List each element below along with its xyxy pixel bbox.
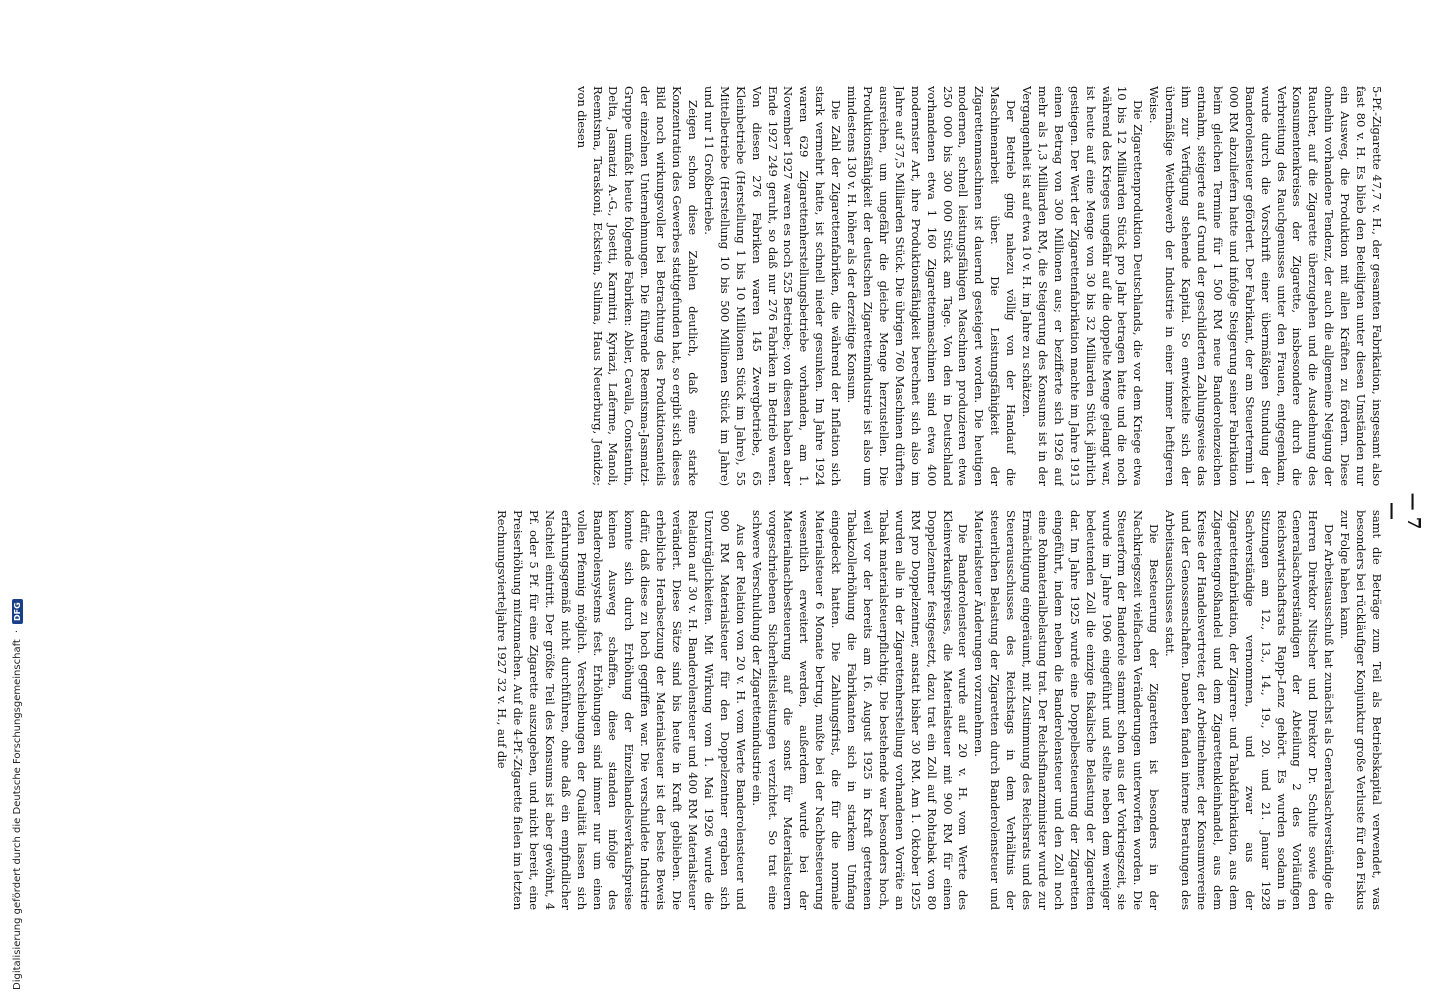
paragraph: Die Banderolensteuer wurde auf 20 v. H. vom Werte des Kleinverkaufspreises, die Materialsteuer mit 900 RM für einen Doppelzentner festgesetzt, dazu trat ein Zoll auf Rohtabak von 80 RM pro Doppelzentner, anstatt bisher 30 RM. Am 1. Oktober 1925 wurden alle in der Zigarettenherstellung vorhandenen Vorräte an Tabak materialsteuerpflichtig. Die bestehende war besonders hoch, weil vor der bereits am 16. August 1925 in Kraft getretenen Tabakzollerhöhung die Fabrikanten sich in starkem Umfang eingedeckt hatten. Die Zahlungsfrist, die für die normale Materialsteuer 6 Monate betrug, mußte bei der Nachbesteuerung wesentlich erweitert werden, außerdem wurde bei der Materialnachbesteuerung auf die sonst für Materialsteuern vorgeschriebenen Sicherheitsleistungen verzichtet. So trat eine schwere Verschuldung der Zigarettenindustrie ein. [749, 510, 971, 910]
paragraph: Zeigen schon diese Zahlen deutlich, daß eine starke Konzentration des Gewerbes stattgefunden hat, so ergibt sich dieses Bild noch wirkungsvoller bei Betrachtung des Produktionsanteils der einzelnen Unternehmungen. Die führende Reemtsma-Jasmatzi-Gruppe umfaßt heute folgende Fabriken: Abler, Cavalla, Constantin, Delta, Jasmatzi A.-G., Josetti, Karmitri, Kyriazi, Laferme, Manoli, Reemtsma, Taraskoni, Eckstein, Sulima, Haus Neuerburg, Jenidze; von diesen [574, 86, 701, 486]
paragraph: Aus der Relation von 20 v. H. vom Werte Banderolensteuer und 900 RM Materialsteuer für den Doppelzentner ergaben sich Unzuträglichkeiten. Mit Wirkung vom 1. Mai 1926 wurde die Relation auf 30 v. H. Banderolensteuer und 400 RM Materialsteuer verändert. Diese Sätze sind bis heute in Kraft geblieben. Die erhebliche Herabsetzung der Materialsteuer ist der beste Beweis dafür, daß diese zu hoch gegriffen war. Die verschuldete Industrie konnte sich durch Erhöhung der Einzelhandelsverkaufspreise keinen Ausweg schaffen, diese standen infolge des Banderolensystems fest. Erhöhungen sind immer nur um einen vollen Pfennig möglich. Verschiebungen der Qualität lassen sich erfahrungsgemäß nicht durchführen, ohne daß ein empfindlicher Nachteil eintritt. Der größte Teil des Konsums ist aber gewöhnt, 4 Pf. oder 5 Pf. für eine Zigarette auszugeben, und nicht bereit, eine Preiserhöhung mitzumachen. Auf die 4-Pf.-Zigarette fielen im letzten Rechnungsvierteljahre 1927 32 v. H., auf die [495, 510, 748, 910]
text-column-second [159, 510, 1384, 910]
paragraph: Der Betrieb ging nahezu völlig von der Handauf die Maschinenarbeit über. Die Leistungsfähigkeit der Zigarettenmaschinen ist dauernd gesteigert worden. Die heutigen modernen, schnell leistungsfähigen Maschinen produzieren etwa 250 000 bis 300 000 Stück am Tage. Von den in Deutschland vorhandenen etwa 1 160 Zigarettenmaschinen sind etwa 400 modernster Art, ihre Produktionsfähigkeit berechnet sich also im Jahre auf 37,5 Milliarden Stück. Die übrigen 760 Maschinen dürften ausreichen, um ungefähr die gleiche Menge herzustellen. Die Produktionsfähigkeit der deutschen Zigarettenindustrie ist also um mindestens 130 v. H. höher als der derzeitige Konsum. [845, 86, 1019, 486]
paragraph: Der Arbeitsausschuß hat zunächst als Generalsachverständige die Herren Direktor Nitscher und Direktor Dr. Schulte sowie den Generalsachverständigen der Abteilung 2 des Vorläufigen Reichswirtschaftsrats Rapp-Lenz gehört. Es wurden sodann in Sitzungen am 12., 13., 14., 19., 20. und 21. Januar 1928 Sachverständige vernommen, und zwar aus der Zigarettenfabrikation, der Zigarren- und Tabakfabrikation, aus dem Zigarettengroßhandel und dem Zigarettenkleinhandel, aus dem Kreise der Handelsvertreter, der Arbeitnehmer, der Konsumvereine und der Genossenschaften. Daneben fanden interne Beratungen des Arbeitsausschusses statt. [1163, 510, 1337, 910]
dfg-logo-icon: DFG [12, 599, 23, 624]
paragraph: Die Zahl der Zigarettenfabriken, die während der Inflation sich stark vermehrt hatte, ist schnell nieder gesunken. Im Jahre 1924 waren 629 Zigarettenherstellungsbetriebe vorhanden, am 1. November 1927 waren es noch 525 Betriebe; von diesen haben aber Ende 1927 249 geruht, so daß nur 276 Fabriken in Betrieb waren. Von diesen 276 Fabriken waren 145 Zwergbetriebe, 65 Kleinbetriebe (Herstellung 1 bis 10 Millionen Stück im Jahre), 55 Mittelbetriebe (Herstellung 10 bis 500 Millionen Stück im Jahre) und nur 11 Großbetriebe. [701, 86, 844, 486]
funding-credit: Digitalisierung gefördert durch die Deutsche Forschungsgemeinschaft [12, 639, 23, 990]
paragraph: Die Zigarettenproduktion Deutschlands, die vor dem Kriege etwa 10 bis 12 Milliarden Stück pro Jahr betragen hatte und die noch während des Krieges ungefähr auf die doppelte Menge gelangt war, ist heute auf eine Menge von 30 bis 32 Milliarden Stück jährlich gestiegen. Der Wert der Zigarettenfabrikation machte im Jahre 1913 einen Betrag von 300 Millionen aus; er bezifferte sich 1926 auf mehr als 1,3 Milliarden RM, die Steigerung des Konsums ist in der Vergangenheit ist auf etwa 10 v. H. im Jahre zu schätzen. [1020, 86, 1146, 486]
paragraph: Die Besteuerung der Zigaretten ist besonders in der Nachkriegszeit vielfachen Veränderungen unterworfen worden. Die Steuerform der Banderole stammt schon aus der Vorkriegszeit, sie wurde im Jahre 1906 eingeführt und stellte neben dem weniger bedeutenden Zoll die einzige fiskalische Belastung der Zigaretten dar. Im Jahre 1925 wurde eine Doppelbesteuerung der Zigaretten eingeführt, indem neben die Banderolensteuer und den Zoll noch eine Rohmaterialbelastung trat. Der Reichsfinanzminister wurde zur Ermächtigung eingeräumt, mit Zustimmung des Reichsrats und des Steuerausschusses des Reichstags in dem Verhältnis der steuerlichen Belastung der Zigaretten durch Banderolensteuer und Materialsteuer Änderungen vorzunehmen. [972, 510, 1162, 910]
paragraph: 5-Pf.-Zigarette 47,7 v. H., der gesamten Fabrikation, insgesamt also fast 80 v. H. Es blieb den Beteiligten unter diesen Umständen nur ein Ausweg, die Produktion mit allen Kräften zu fördern. Diese ohnehin vorhandene Tendenz, der auch die allgemeine Neigung der Raucher, auf die Zigarette überzugehen und die Ausdehnung des Konsumentenkreises der Zigarette, insbesondere durch die Verbreitung des Rauchgenusses unter den Frauen, entgegenkam, wurde durch die Vorschrift einer übermäßigen Stundung der Banderolensteuer gefördert. Der Fabrikant, der am Steuertermin 1 000 RM abzuliefern hatte und infolge Steigerung seiner Fabrikation beim gleichen Termine für 1 500 RM neue Banderolenzeichen entnahm, steigerte auf Grund der geschilderten Zahlungsweise das ihm zur Verfügung stehende Kapital. So entwickelte sich der übermäßige Wettbewerb der Industrie in einer immer heftigeren Weise. [1147, 86, 1384, 486]
footer-credit-line: Digitalisierung gefördert durch die Deutsche Forschungsgemeinschaft · DFG [12, 599, 23, 990]
digitization-footer [0, 0, 24, 1000]
paragraph: samt die Beträge zum Teil als Betriebskapital verwendet, was besonders bei rückläufiger Konjunktur große Verluste für den Fiskus zur Folge haben kann. [1338, 510, 1384, 910]
text-column-first [159, 86, 1384, 486]
page-number: — 7 — [1382, 492, 1424, 530]
rotated-document-page [150, 86, 1424, 916]
